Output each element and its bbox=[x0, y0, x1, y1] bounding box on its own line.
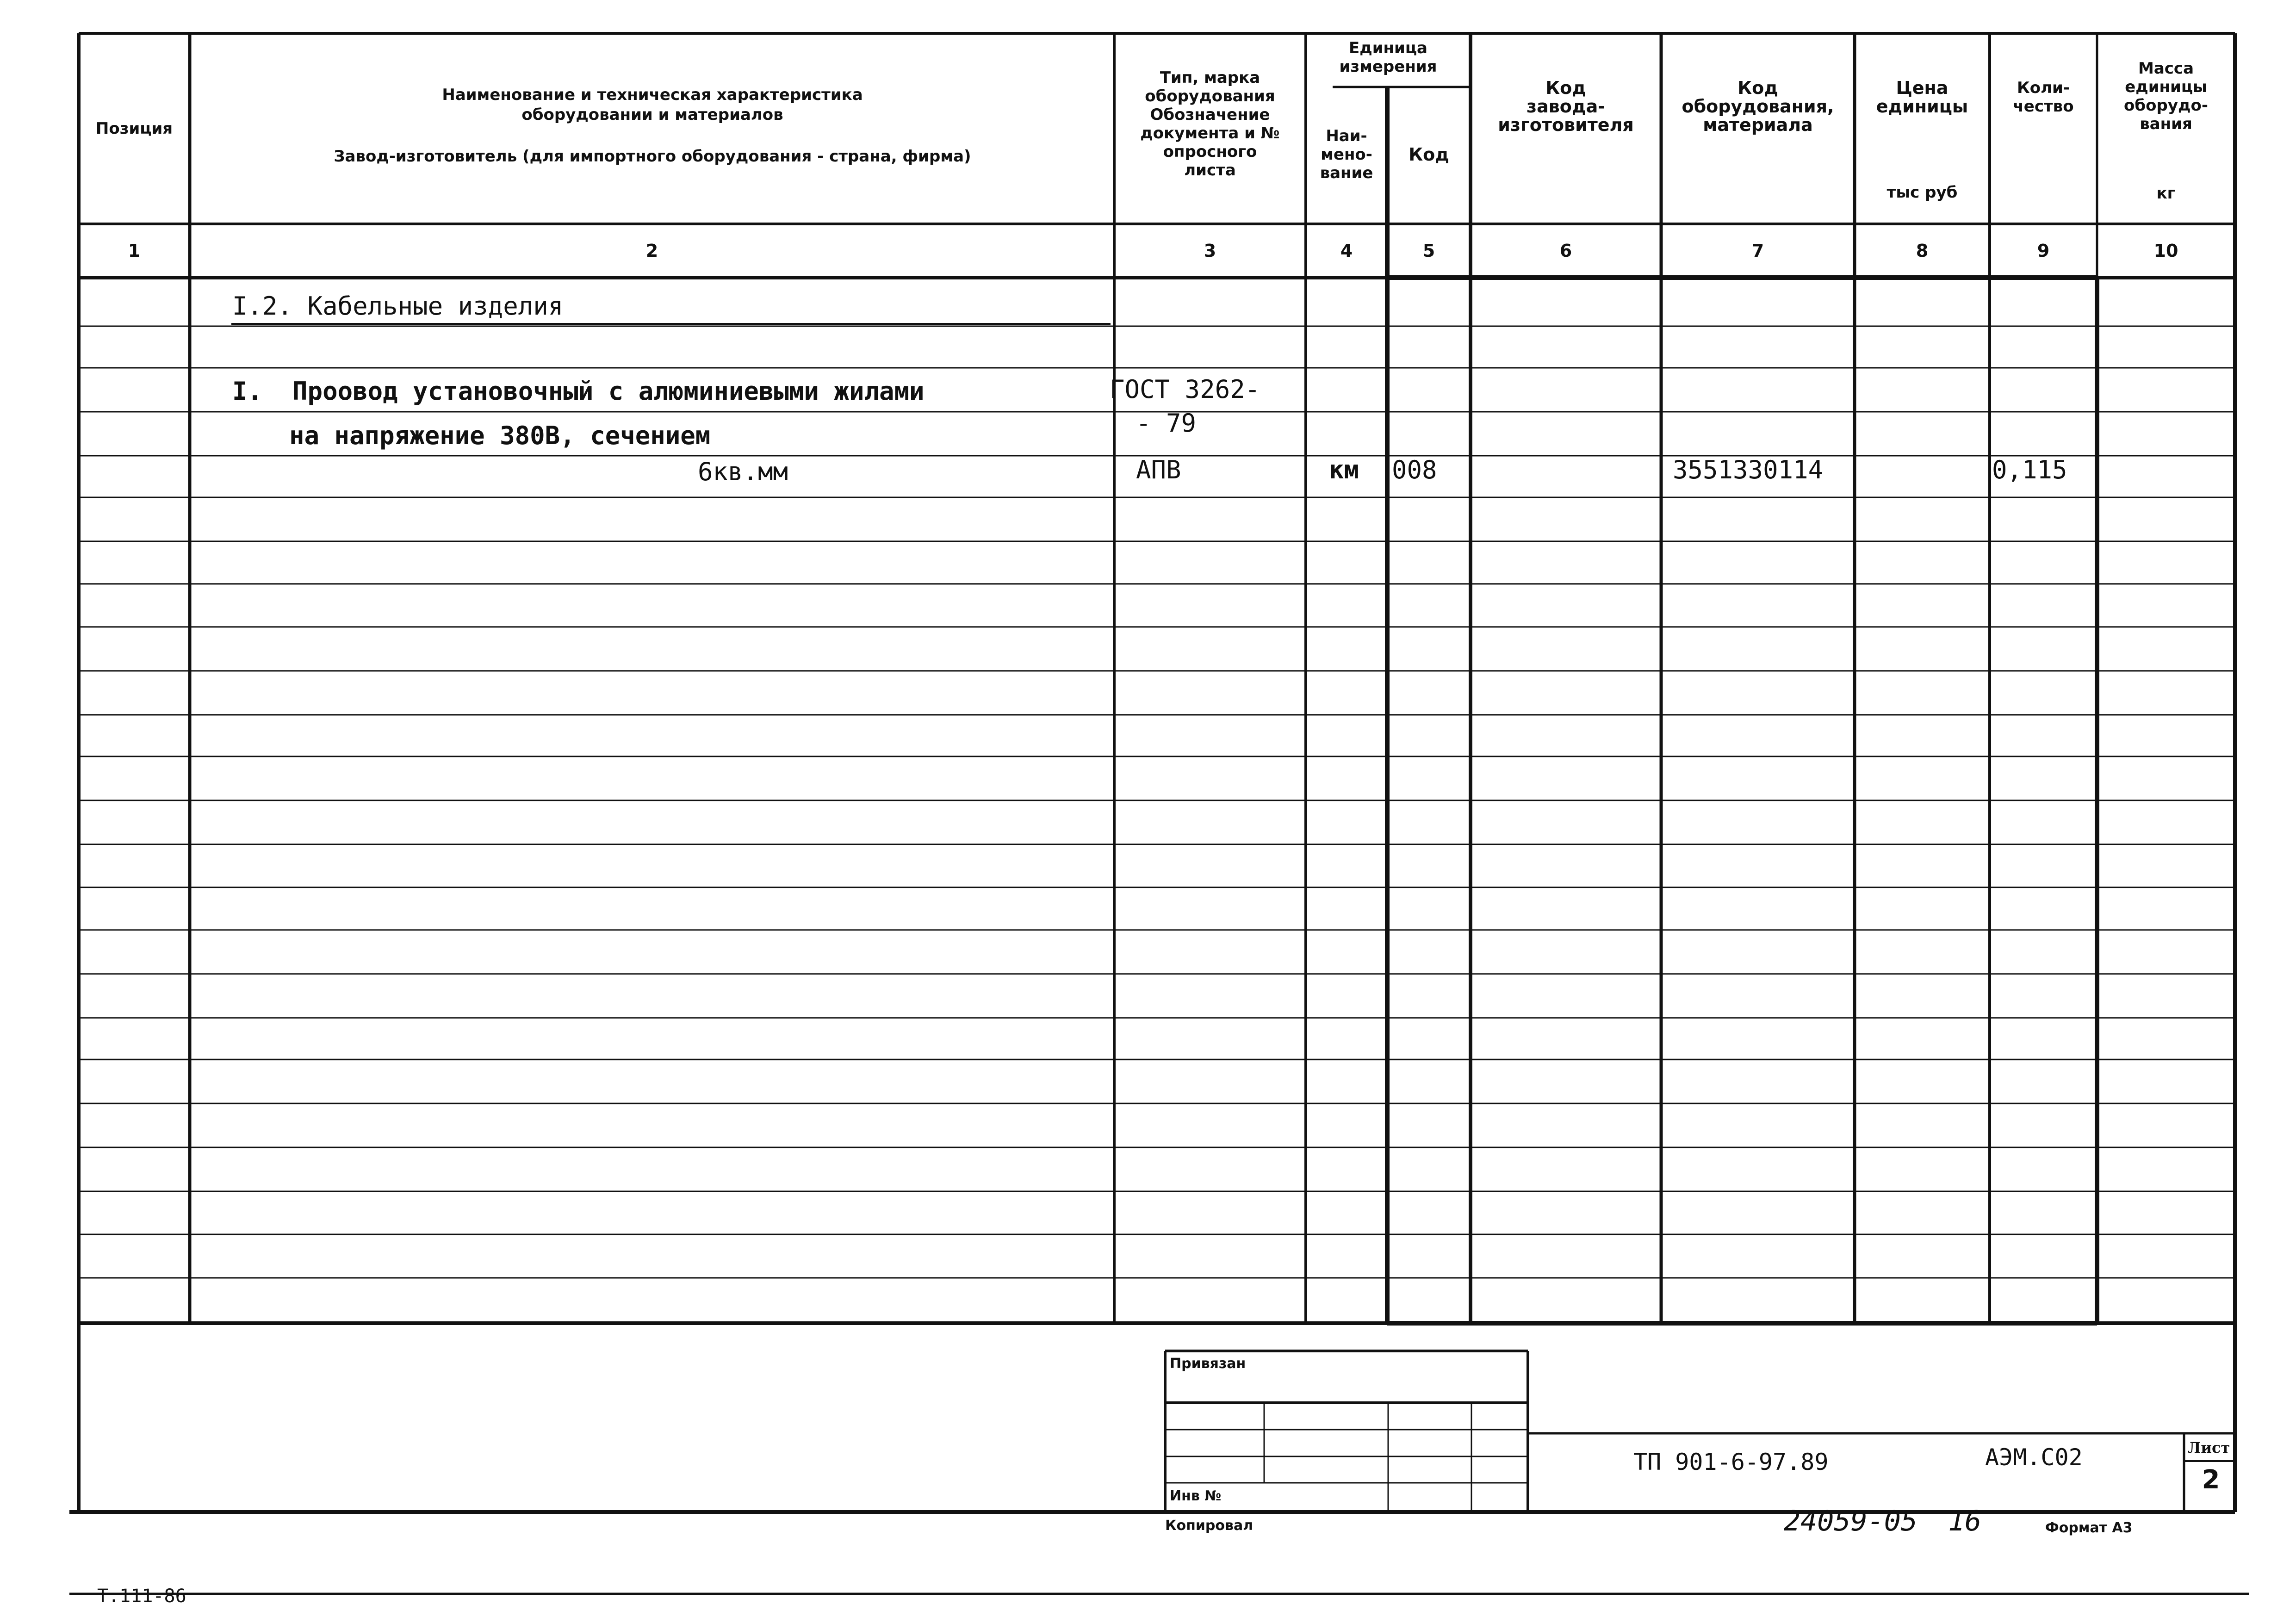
header-name-line3: Завод-изготовитель (для импортного оборудования - страна, фирма) bbox=[334, 147, 971, 166]
col-number: 5 bbox=[1422, 241, 1435, 261]
section-title: I.2. Кабельные изделия bbox=[232, 291, 564, 321]
col-number: 9 bbox=[2037, 241, 2050, 261]
header-position: Позиция bbox=[95, 119, 173, 138]
col-number: 10 bbox=[2153, 241, 2178, 261]
item-name-line1: I. Проовод установочный с алюминиевыми жилами bbox=[232, 377, 925, 406]
item-mark: АПВ bbox=[1136, 455, 1181, 484]
stamp-privyazan: Привязан bbox=[1170, 1356, 1246, 1372]
header-unit-name: Наи- мено- вание bbox=[1320, 127, 1373, 182]
header-equip-code: Код оборудования, материала bbox=[1682, 78, 1834, 135]
header-mass-unit: кг bbox=[2156, 184, 2176, 203]
stamp-document-number: ТП 901-6-97.89 bbox=[1633, 1449, 1829, 1475]
col-number: 3 bbox=[1204, 241, 1216, 261]
header-price: Цена единицы bbox=[1876, 78, 1968, 117]
stamp-inv: Инв № bbox=[1170, 1488, 1222, 1504]
header-qty: Коли- чество bbox=[2013, 79, 2074, 116]
col-number: 1 bbox=[128, 241, 141, 261]
col-number: 8 bbox=[1916, 241, 1929, 261]
item-unit-code: 008 bbox=[1392, 455, 1437, 484]
document-line1: ГОСТ 3262- bbox=[1110, 375, 1260, 404]
header-price-unit: тыс руб bbox=[1886, 183, 1958, 202]
item-unit-name: км bbox=[1329, 455, 1359, 484]
stamp-copied: Копировал bbox=[1165, 1518, 1253, 1534]
header-name-line1: Наименование и техническая характеристика bbox=[442, 86, 863, 104]
col-number: 6 bbox=[1559, 241, 1572, 261]
stamp-handwritten-number: 24059-05 bbox=[1784, 1505, 1917, 1537]
item-name-line3: 6кв.мм bbox=[698, 457, 788, 486]
stamp-sheet-number: 2 bbox=[2202, 1465, 2220, 1495]
col-number: 2 bbox=[645, 241, 658, 261]
header-mass: Масса единицы оборудо- вания bbox=[2124, 59, 2208, 133]
header-unit-code: Код bbox=[1409, 144, 1449, 165]
stamp-document-code: АЭМ.С02 bbox=[1985, 1444, 2083, 1471]
header-maker-code: Код завода- изготовителя bbox=[1498, 78, 1634, 135]
col-number: 4 bbox=[1340, 241, 1353, 261]
item-name-line2: на напряжение 380В, сечением bbox=[289, 421, 711, 450]
header-type: Тип, марка оборудования Обозначение документа и № опросного листа bbox=[1140, 68, 1280, 180]
document-line2: - 79 bbox=[1136, 409, 1197, 438]
item-quantity: 0,115 bbox=[1992, 455, 2067, 484]
header-name-line2: оборудовании и материалов bbox=[521, 105, 783, 124]
col-number: 7 bbox=[1751, 241, 1764, 261]
stamp-handwritten-sheet: 16 bbox=[1948, 1505, 1982, 1537]
stamp-sheet-label: Лист bbox=[2188, 1439, 2230, 1456]
form-number: Т.111-86 bbox=[97, 1586, 186, 1607]
header-unit: Единица измерения bbox=[1339, 39, 1437, 76]
stamp-format: Формат А3 bbox=[2045, 1520, 2133, 1536]
item-equip-code: 3551330114 bbox=[1673, 455, 1824, 484]
